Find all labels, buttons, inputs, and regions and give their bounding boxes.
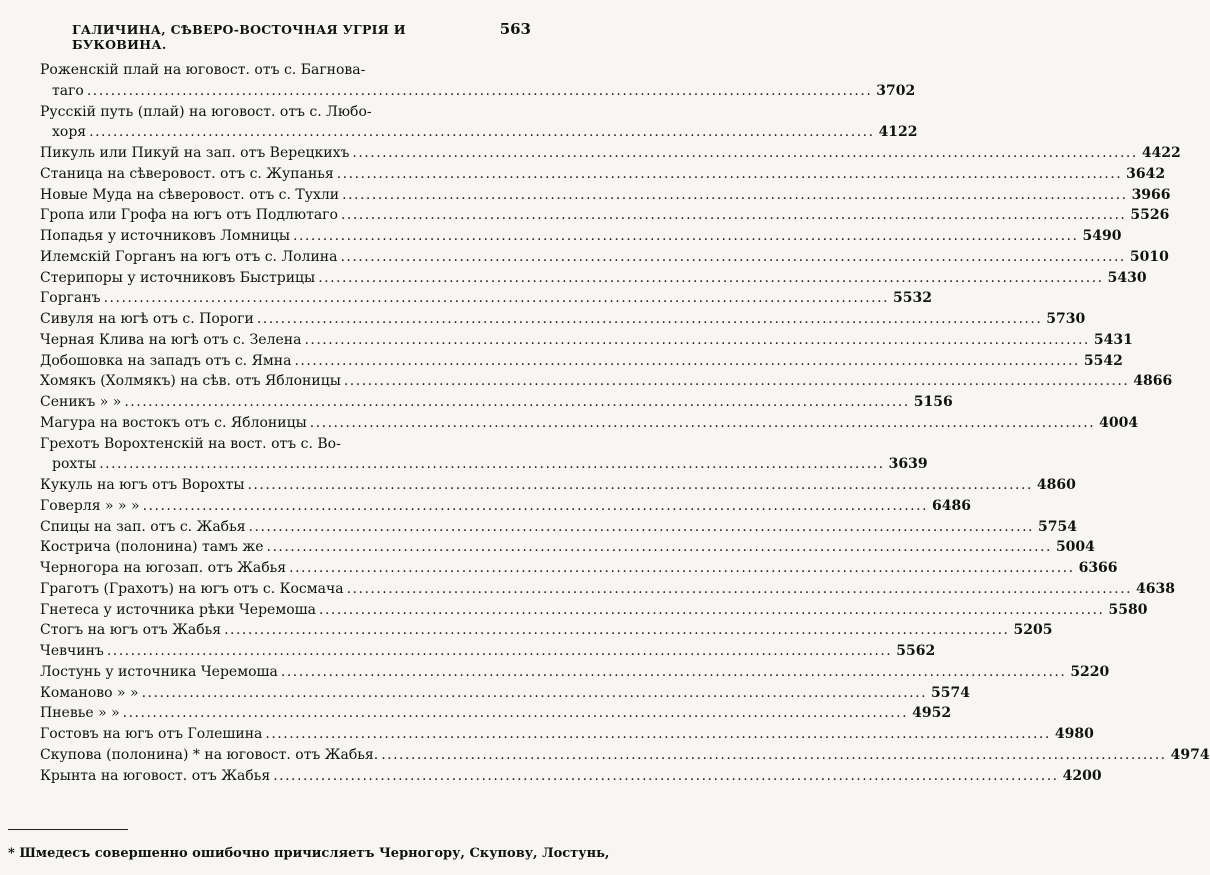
dot-leader: [265, 724, 1050, 745]
dot-leader: [224, 620, 1009, 641]
entry-elevation: 4122: [878, 124, 918, 141]
dot-leader: [319, 600, 1104, 621]
entry-name: Чевчинъ: [40, 643, 104, 659]
list-item: [40, 724, 1094, 745]
dot-leader: [257, 309, 1042, 330]
entry-name: Спицы на зап. отъ с. Жабья: [40, 518, 246, 535]
list-item: [40, 205, 1170, 226]
entry-name: Говерля » » »: [40, 497, 140, 514]
list-item: [40, 475, 1076, 496]
entry-name: рохты: [52, 456, 97, 473]
list-item: [40, 330, 1133, 351]
entry-elevation: 5754: [1037, 518, 1077, 535]
dot-leader: [142, 683, 927, 704]
entry-name: Гропа или Грофа на югъ отъ Подлютаго: [40, 207, 338, 224]
list-item: [40, 268, 1147, 289]
list-item: [40, 558, 1118, 579]
dot-leader: [304, 330, 1089, 351]
list-item: [40, 309, 1086, 330]
list-item: [40, 662, 1110, 683]
running-title: ГАЛИЧИНА, СѢВЕРО-ВОСТОЧНАЯ УГРІЯ И БУКОВИНА.: [72, 22, 406, 52]
entry-name: Попадья у источниковъ Ломницы: [40, 228, 291, 244]
list-item: [40, 579, 1176, 600]
list-item: [40, 102, 918, 144]
list-item: [40, 164, 1166, 185]
entry-elevation: 4866: [1133, 373, 1173, 390]
list-item: [40, 226, 1122, 247]
entry-second-line: [40, 122, 918, 143]
elevation-list: [40, 60, 1210, 786]
entry-name: Кострича (полонина) тамъ же: [40, 539, 264, 556]
list-item: [40, 745, 1210, 766]
dot-leader: [99, 454, 884, 475]
entry-elevation: 5542: [1083, 352, 1123, 369]
entry-elevation: 4860: [1036, 477, 1076, 493]
list-item: [40, 371, 1173, 392]
dot-leader: [289, 558, 1074, 579]
entry-name: Горганъ: [40, 290, 101, 307]
dot-leader: [352, 143, 1137, 164]
dot-leader: [143, 496, 928, 517]
entry-name: Черногора на югозап. отъ Жабья: [40, 560, 287, 576]
dot-leader: [337, 164, 1122, 185]
entry-name: Пикуль или Пикуй на зап. отъ Верецкихъ: [40, 145, 350, 161]
entry-name: Сеникъ » »: [40, 394, 122, 410]
dot-leader: [340, 247, 1125, 268]
dot-leader: [342, 185, 1127, 206]
dot-leader: [341, 205, 1126, 226]
entry-name: Черная Клива на югѣ отъ с. Зелена: [40, 331, 302, 348]
entry-elevation: 5220: [1070, 663, 1110, 680]
dot-leader: [281, 662, 1066, 683]
entry-name: Команово » »: [40, 684, 139, 701]
entry-name: Илемскій Горганъ на югъ отъ с. Лолина: [40, 248, 338, 265]
list-item: [40, 683, 971, 704]
list-item: [40, 185, 1171, 206]
list-item: [40, 288, 932, 309]
entry-name: Станица на сѣверовост. отъ с. Жупанья: [40, 165, 334, 182]
list-item: [40, 496, 972, 517]
list-item: [40, 600, 1148, 621]
entry-elevation: 5580: [1108, 601, 1148, 618]
entry-elevation: 3642: [1126, 165, 1166, 182]
entry-name: таго: [52, 82, 84, 99]
dot-leader: [294, 351, 1079, 372]
entry-elevation: 4422: [1141, 145, 1181, 161]
entry-first-line: Роженскій плай на юговост. отъ с. Багнова-: [40, 62, 366, 78]
page-number: 563: [499, 20, 531, 38]
dot-leader: [124, 392, 909, 413]
entry-first-line: Грехотъ Ворохтенскій на вост. отъ с. Во-: [40, 435, 341, 452]
list-item: [40, 517, 1077, 538]
list-item: [40, 620, 1053, 641]
entry-elevation: 6366: [1078, 560, 1118, 576]
entry-elevation: 5431: [1093, 331, 1133, 348]
entry-name: Магура на востокъ отъ с. Яблоницы: [40, 414, 307, 431]
list-item: [40, 766, 1102, 787]
entry-elevation: 3702: [876, 82, 916, 99]
entry-name: Лостунь у источника Черемоша: [40, 663, 278, 680]
dot-leader: [347, 579, 1132, 600]
dot-leader: [267, 537, 1052, 558]
entry-elevation: 5526: [1130, 207, 1170, 224]
entry-elevation: 6486: [932, 497, 972, 514]
entry-name: Стогъ на югъ отъ Жабья: [40, 622, 222, 639]
footnote: * Шмедесъ совершенно ошибочно причисляетъ Черногору, Скупову, Лостунь,: [8, 846, 610, 861]
entry-name: Граготъ (Грахотъ) на югъ отъ с. Космача: [40, 580, 344, 597]
list-item: [40, 351, 1123, 372]
dot-leader: [273, 766, 1058, 787]
entry-elevation: 3966: [1131, 186, 1171, 203]
dot-leader: [123, 703, 908, 724]
list-item: [40, 60, 916, 102]
entry-name: Кукуль на югъ отъ Ворохты: [40, 477, 245, 493]
entry-name: Пневье » »: [40, 705, 120, 722]
entry-name: хоря: [52, 124, 87, 141]
list-item: [40, 247, 1169, 268]
entry-second-line: [40, 454, 928, 475]
entry-name: Сивуля на югѣ отъ с. Пороги: [40, 311, 254, 327]
entry-name: Стерипоры у источниковъ Быстрицы: [40, 269, 316, 286]
footnote-rule: [8, 829, 128, 830]
dot-leader: [381, 745, 1166, 766]
entry-elevation: 5156: [913, 394, 953, 410]
list-item: [40, 537, 1095, 558]
dot-leader: [318, 268, 1103, 289]
entry-elevation: 5010: [1129, 248, 1169, 265]
list-item: [40, 641, 936, 662]
entry-elevation: 5532: [893, 290, 932, 307]
dot-leader: [249, 517, 1034, 538]
entry-elevation: 5430: [1107, 269, 1147, 286]
entry-elevation: 4004: [1099, 414, 1139, 431]
list-item: [40, 434, 928, 476]
entry-name: Добошовка на западъ отъ с. Ямна: [40, 352, 292, 369]
list-item: [40, 413, 1139, 434]
entry-name: Крынта на юговост. отъ Жабья: [40, 767, 271, 784]
dot-leader: [89, 122, 874, 143]
entry-elevation: 4200: [1062, 767, 1102, 784]
entry-elevation: 5205: [1013, 622, 1053, 639]
entry-name: Скупова (полонина) * на юговост. отъ Жабья.: [40, 746, 379, 763]
dot-leader: [293, 226, 1078, 247]
list-item: [40, 392, 953, 413]
entry-name: Новые Муда на сѣверовост. отъ с. Тухли: [40, 186, 340, 203]
dot-leader: [310, 413, 1095, 434]
entry-name: Гостовъ на югъ отъ Голешина: [40, 726, 263, 742]
dot-leader: [247, 475, 1032, 496]
entry-elevation: 5730: [1046, 311, 1086, 327]
entry-name: Гнетеса у источника рѣки Черемоша: [40, 601, 317, 618]
entry-elevation: 5490: [1082, 228, 1122, 244]
dot-leader: [344, 371, 1129, 392]
entry-elevation: 5004: [1055, 539, 1095, 556]
dot-leader: [104, 288, 889, 309]
list-item: [40, 703, 952, 724]
entry-elevation: 5574: [931, 684, 971, 701]
entry-elevation: 4974: [1170, 746, 1210, 763]
dot-leader: [107, 641, 892, 662]
entry-elevation: 4638: [1136, 580, 1176, 597]
entry-elevation: 4952: [912, 705, 952, 722]
entry-second-line: [40, 81, 916, 102]
entry-elevation: 5562: [896, 643, 936, 659]
entry-elevation: 3639: [888, 456, 928, 473]
running-header: [72, 20, 531, 52]
list-item: [40, 143, 1181, 164]
dot-leader: [87, 81, 872, 102]
entry-first-line: Русскій путь (плай) на юговост. отъ с. Любо-: [40, 103, 372, 120]
entry-name: Хомякъ (Холмякъ) на сѣв. отъ Яблоницы: [40, 373, 341, 390]
entry-elevation: 4980: [1054, 726, 1094, 742]
